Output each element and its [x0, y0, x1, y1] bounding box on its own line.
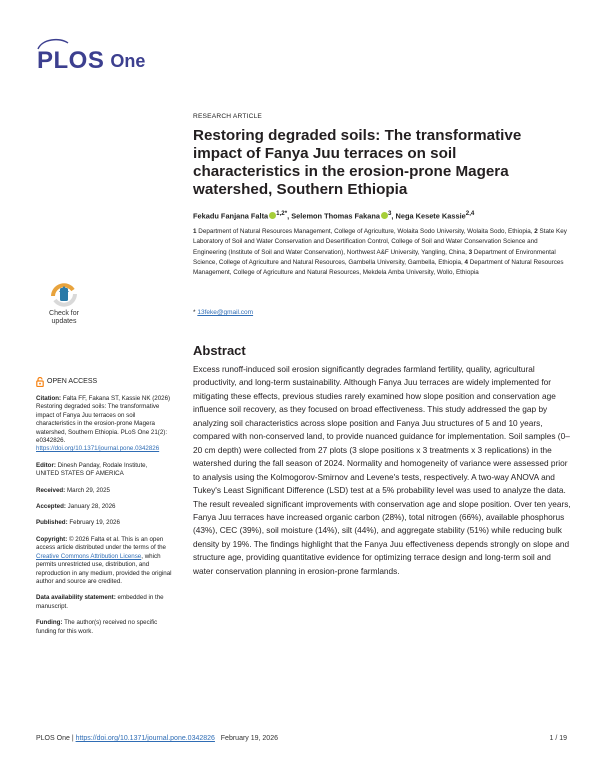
copyright-notice — [36, 536, 172, 586]
open-lock-icon — [36, 377, 44, 387]
footer-journal: PLOS One — [36, 735, 70, 742]
creative-commons-license-link[interactable]: Creative Commons Attribution License — [36, 552, 142, 560]
citation-label: Citation: — [36, 395, 62, 402]
published-date — [36, 519, 172, 527]
plos-logo-swirl-icon — [32, 37, 72, 51]
accepted-text: January 28, 2026 — [67, 503, 116, 511]
affiliation-number: 1 — [193, 228, 197, 235]
citation-doi-link[interactable]: https://doi.org/10.1371/journal.pone.0342826 — [36, 445, 160, 453]
author-name[interactable]: Nega Kesete Kassie — [395, 211, 466, 221]
author-affiliation-sup: 3 — [387, 210, 392, 217]
corresponding-author — [193, 309, 253, 316]
funding-statement — [36, 619, 172, 636]
page-number: 1 / 19 — [549, 735, 567, 742]
data-availability — [36, 594, 172, 611]
citation — [36, 395, 172, 454]
footer-doi-link[interactable]: https://doi.org/10.1371/journal.pone.0342826 — [75, 735, 215, 742]
footer-date: February 19, 2026 — [220, 735, 278, 742]
author-separator: , — [391, 211, 396, 221]
check-updates-line1: Check for — [49, 310, 79, 317]
article-type: RESEARCH ARTICLE — [193, 113, 263, 120]
data-availability-label: Data availability statement: — [36, 594, 116, 602]
author-list — [193, 210, 573, 220]
check-for-updates-icon — [49, 282, 79, 308]
funding-label: Funding: — [36, 619, 63, 627]
check-for-updates-badge[interactable] — [36, 282, 92, 327]
copyright-text: © 2026 Falta et al. This is an open access article distributed under the terms of the — [36, 535, 167, 552]
author-affiliation-sup: 2,4 — [465, 210, 475, 217]
abstract-heading: Abstract — [193, 343, 246, 358]
accepted-date — [36, 503, 172, 511]
affiliation-number: 2 — [534, 228, 538, 235]
logo-plos-text: PLOS — [37, 47, 105, 74]
published-text: February 19, 2026 — [69, 519, 120, 527]
funding-text: The author(s) received no specific funding for this work. — [36, 619, 158, 635]
affiliation-number: 4 — [464, 258, 468, 266]
copyright-text-end: , which permits unrestricted use, distribution, and reproduction in any medium, provided the original author and source are credited. — [36, 552, 172, 585]
footer-separator: | — [71, 735, 74, 742]
abstract-text: Excess runoff-induced soil erosion significantly degrades farmland fertility, quality, agricultural productivity, and long-term sustainability. Although Fanya Juu terraces are widely implemented for mitigating these effects, previous studies rarely examined how slope position and conservation age influence soil recovery, as they focused on broad effectiveness. This study addressed the gap by analyzing soil characteristics across slope position and Fanya Juu structures of 5 and 10 years, compared with non-conserved land, to provide nuanced guidance for implementation. Soil samples (0–20 cm depth) were collected from 27 plots (3 slope positions x 3 treatments x 3 replications) in the watershed during the fall season of 2024. Normality and homogeneity of variance were assessed prior to analysis using the Kolmogorov-Smirnov and Levene's tests, respectively. A two-way ANOVA and Tukey's Least Significant Difference (LSD) test at a 5% probability level was used to analyze the data. The result revealed significant improvements with conservation age and slope position. Over ten years, Fanya Juu terraces have increased organic carbon (28%), total nitrogen (66%), available phosphorus (43%), CEC (39%), soil moisture (14%), silt (44%), and aggregate stability (51%) while reducing bulk density by 19%. The findings highlight that the Fanya Juu effectiveness depends strongly on slope and structure age, providing quantitative evidence for optimizing terrace design and long-term soil and water conservation planning in erosion-prone farmlands. — [193, 364, 571, 576]
received-date — [36, 487, 172, 495]
citation-text: Falta FF, Fakana ST, Kassie NK (2026) Restoring degraded soils: The transformative impact of Fanya Juu terraces on soil characteristics in the erosion-prone Magera watershed, Southern Ethiopia. PLoS One 21(2): e0342826. — [36, 395, 171, 445]
affiliation-text: State Key Laboratory of Soil and Water Conservation and Desertification Control, College of Soil and Water Conservation Science and Engineering (Institute of Soil and Water Conservation), Northwest A&F University, Yangling, China, — [193, 228, 567, 256]
accepted-label: Accepted: — [36, 503, 66, 511]
orcid-icon[interactable] — [381, 212, 388, 219]
check-for-updates-label — [49, 310, 79, 326]
affiliation-number: 3 — [468, 248, 473, 256]
affiliation-text: Department of Environmental Science, College of Agriculture and Natural Resources, Gambella University, Gambella, Ethiopia, — [193, 248, 556, 266]
affiliation-text: Department of Natural Resources Management, College of Agriculture, Wolaita Sodo University, Wolaita Sodo, Ethiopia, — [198, 228, 533, 235]
author-separator: , — [287, 211, 292, 221]
data-availability-text: embedded in the manuscript. — [36, 594, 164, 610]
received-text: March 29, 2025 — [66, 486, 110, 494]
page-footer — [36, 735, 567, 742]
affiliations — [193, 227, 568, 278]
copyright-label: Copyright: — [36, 535, 68, 543]
editor-text: Dinesh Panday, Rodale Institute, UNITED STATES OF AMERICA — [36, 461, 148, 478]
article-info-sidebar — [36, 377, 172, 644]
author-name[interactable]: Selemon Thomas Fakana — [291, 211, 380, 221]
affiliation-text: Department of Natural Resources Management, College of Agriculture and Natural Resources, Mekdela Amba University, Wollo, Ethiopia — [193, 258, 564, 277]
published-label: Published: — [36, 519, 68, 527]
article-title: Restoring degraded soils: The transformative impact of Fanya Juu terraces on soil characteristics in the erosion-prone Magera watershed, Southern Ethiopia — [193, 127, 522, 198]
corresponding-email-link[interactable]: 13feke@gmail.com — [197, 309, 254, 316]
open-access-label — [36, 377, 172, 387]
corresponding-marker: * — [193, 309, 196, 316]
editor-info — [36, 462, 172, 479]
logo-one-text: One — [110, 50, 146, 71]
plos-one-logo[interactable] — [37, 46, 145, 76]
check-updates-line2: updates — [51, 318, 77, 325]
footer-citation — [36, 735, 278, 742]
received-label: Received: — [36, 486, 66, 494]
author-affiliation-sup: 1,2* — [276, 210, 288, 217]
author-name[interactable]: Fekadu Fanjana Falta — [193, 211, 269, 221]
open-access-text: OPEN ACCESS — [47, 377, 98, 385]
editor-label: Editor: — [36, 461, 56, 469]
